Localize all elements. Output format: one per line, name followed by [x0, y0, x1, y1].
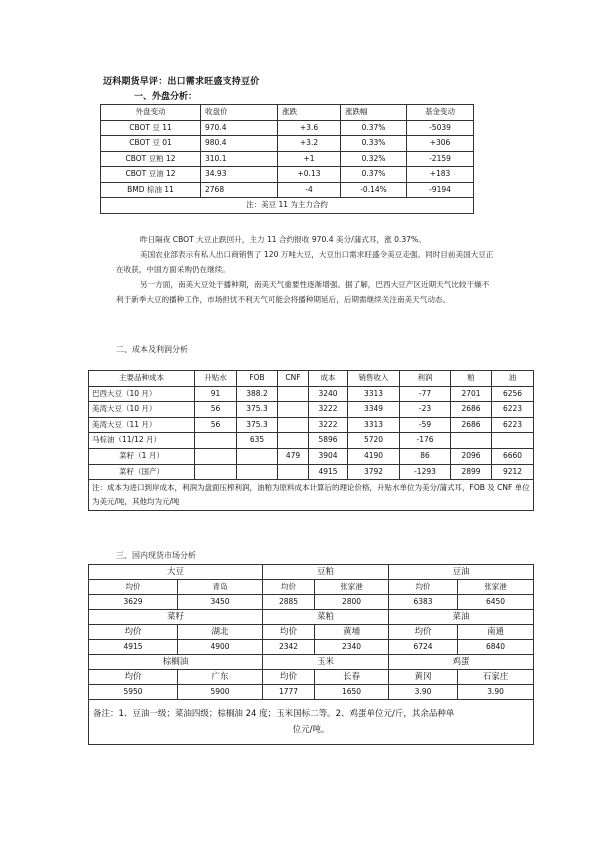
header-cell: 黄埔 [315, 625, 389, 640]
table-cell: 4190 [348, 448, 400, 464]
header-cell: 广东 [178, 670, 263, 685]
header-cell: 涨跌 [278, 105, 341, 121]
page-title: 迈科期货早评：出口需求旺盛支持豆价 [103, 77, 260, 87]
table-note: 注：美豆 11 为主力合约 [101, 198, 474, 214]
table-cell: 0.37% [341, 120, 407, 136]
header-cell: 石家庄 [458, 670, 534, 685]
table-cell: 6840 [458, 640, 534, 655]
table-cell: 3792 [348, 464, 400, 480]
table-cell: 0.37% [341, 167, 407, 183]
table-cell [195, 448, 237, 464]
table-cell: -0.14% [341, 182, 407, 198]
table-cell: 980.4 [201, 136, 278, 152]
table-cell: 巴西大豆（10 月） [89, 386, 195, 402]
header-cell: 均价 [263, 625, 315, 640]
table-note-row [89, 700, 534, 745]
table-cell: 34.93 [201, 167, 278, 183]
table-cell: 4915 [89, 640, 178, 655]
table-row [89, 386, 534, 402]
table-cell: 3313 [348, 386, 400, 402]
table-cell: 6256 [492, 386, 534, 402]
header-cell: 涨跌幅 [341, 105, 407, 121]
table-cell: 2701 [451, 386, 492, 402]
table-cell: 6223 [492, 402, 534, 418]
table-cell: 1650 [315, 685, 389, 700]
header-cell: 均价 [89, 625, 178, 640]
table-header-row [89, 371, 534, 387]
table-cell [278, 433, 309, 449]
table-cell: 2800 [315, 595, 389, 610]
table-cell: -9194 [407, 182, 474, 198]
table-cell: 6383 [389, 595, 458, 610]
header-cell: 粕 [451, 371, 492, 387]
table-cell: 6223 [492, 417, 534, 433]
commodity-name: 玉米 [263, 655, 389, 670]
table-cell: CBOT 豆 11 [101, 120, 201, 136]
table-cell: 3629 [89, 595, 178, 610]
table-cell: +1 [278, 151, 341, 167]
table-row [89, 402, 534, 418]
table-cell: 3.90 [458, 685, 534, 700]
table-cell: 375.3 [237, 402, 278, 418]
table-cell [195, 433, 237, 449]
header-cell: 均价 [389, 580, 458, 595]
commodity-name: 棕榈油 [89, 655, 263, 670]
table-cell: -2159 [407, 151, 474, 167]
table-cell: 6724 [389, 640, 458, 655]
table-cell: +0.13 [278, 167, 341, 183]
header-cell: 利润 [400, 371, 451, 387]
table-cell: 375.3 [237, 417, 278, 433]
commodity-name: 菜粕 [263, 610, 389, 625]
table-cell: 菜籽（1 月） [89, 448, 195, 464]
header-cell: 均价 [263, 580, 315, 595]
header-cell: 外盘变动 [101, 105, 201, 121]
table-group-header-row [89, 655, 534, 670]
header-cell: 成本 [309, 371, 348, 387]
table-cell: -1293 [400, 464, 451, 480]
table-row [101, 136, 474, 152]
header-cell: 主要品种成本 [89, 371, 195, 387]
table-cell: +3.2 [278, 136, 341, 152]
table-cell: 3240 [309, 386, 348, 402]
table-cell: 3450 [178, 595, 263, 610]
table-cell: -4 [278, 182, 341, 198]
table-row [89, 640, 534, 655]
table-cell: -176 [400, 433, 451, 449]
table-cell: 美湾大豆（11 月） [89, 417, 195, 433]
section-heading-cost: 二、成本及利润分析 [116, 345, 188, 354]
table-group-header-row [89, 610, 534, 625]
table-row [89, 448, 534, 464]
table-row [89, 685, 534, 700]
table-row [101, 120, 474, 136]
table-subheader-row [89, 670, 534, 685]
table-cell: 3904 [309, 448, 348, 464]
table-cell: 2885 [263, 595, 315, 610]
section-heading-external: 一、外盘分析： [134, 92, 198, 102]
table-cell: 3313 [348, 417, 400, 433]
table-cell: 86 [400, 448, 451, 464]
table-cell: 4915 [309, 464, 348, 480]
table-group-header-row [89, 565, 534, 580]
table-cell: CBOT 豆粕 12 [101, 151, 201, 167]
table-cell: 9212 [492, 464, 534, 480]
header-cell: 均价 [89, 670, 178, 685]
table-cell [237, 448, 278, 464]
table-cell [195, 464, 237, 480]
table-cell [237, 464, 278, 480]
table-row [101, 167, 474, 183]
header-cell: FOB [237, 371, 278, 387]
header-cell: 均价 [263, 670, 315, 685]
table-row [101, 182, 474, 198]
table-note: 注：成本为进口到岸成本，利润为盘面压榨利润，油粕为原料成本计算后的理论价格，升贴水单位为美分/蒲式耳，FOB 及 CNF 单位为美元/吨，其他均为元/吨 [89, 480, 534, 511]
table-cell: 310.1 [201, 151, 278, 167]
commodity-name: 鸡蛋 [389, 655, 534, 670]
table-cell: 2096 [451, 448, 492, 464]
table-cell: 4900 [178, 640, 263, 655]
table-header-row [101, 105, 474, 121]
table-cell [278, 386, 309, 402]
table-cell: 2899 [451, 464, 492, 480]
table-cell: 美湾大豆（10 月） [89, 402, 195, 418]
header-cell: 均价 [389, 625, 458, 640]
table-note-line: 位元/吨。 [292, 725, 330, 735]
table-note-line: 备注：1、豆油一级；菜油四级；棕榈油 24 度；玉米国标二等。2、鸡蛋单位元/斤，其余品种单 [93, 709, 455, 719]
table-note-row [101, 198, 474, 214]
header-cell: 南通 [458, 625, 534, 640]
header-cell: 长春 [315, 670, 389, 685]
commodity-name: 豆粕 [263, 565, 389, 580]
table-cell: CBOT 豆油 12 [101, 167, 201, 183]
table-cell: 菜籽（国产） [89, 464, 195, 480]
header-cell: 黄冈 [389, 670, 458, 685]
table-cell: 91 [195, 386, 237, 402]
table-cell: -77 [400, 386, 451, 402]
commodity-name: 大豆 [89, 565, 263, 580]
table-cell: 2686 [451, 417, 492, 433]
cost-profit-table [88, 370, 534, 511]
table-cell: CBOT 豆 01 [101, 136, 201, 152]
table-cell: 2342 [263, 640, 315, 655]
table-cell: 1777 [263, 685, 315, 700]
table-subheader-row [89, 625, 534, 640]
table-cell: -23 [400, 402, 451, 418]
table-cell: 马棕油（11/12 月） [89, 433, 195, 449]
table-cell: +183 [407, 167, 474, 183]
table-row [101, 151, 474, 167]
table-cell: 3222 [309, 402, 348, 418]
table-cell [278, 464, 309, 480]
table-cell: 635 [237, 433, 278, 449]
paragraph: 昨日隔夜 CBOT 大豆止跌回升，主力 11 合约报收 970.4 美分/蒲式耳，涨 0.37%。 [140, 235, 426, 244]
table-cell: -5039 [407, 120, 474, 136]
table-cell: 5950 [89, 685, 178, 700]
table-cell: +306 [407, 136, 474, 152]
table-cell: 388.2 [237, 386, 278, 402]
header-cell: 张家港 [315, 580, 389, 595]
table-cell: 2768 [201, 182, 278, 198]
paragraph: 美国农业部表示有私人出口商销售了 120 万吨大豆，大豆出口需求旺盛令美豆走强。同时目前美国大豆正在收获，中国方面采购仍在继续。 [116, 250, 494, 274]
external-market-table [100, 104, 474, 214]
table-cell: -59 [400, 417, 451, 433]
table-note [89, 700, 534, 745]
header-cell: 销售收入 [348, 371, 400, 387]
table-cell [451, 433, 492, 449]
table-cell: 3349 [348, 402, 400, 418]
table-cell: 5896 [309, 433, 348, 449]
table-cell [278, 417, 309, 433]
commodity-name: 豆油 [389, 565, 534, 580]
table-cell: BMD 棕油 11 [101, 182, 201, 198]
table-cell: 6450 [458, 595, 534, 610]
header-cell: CNF [278, 371, 309, 387]
header-cell: 均价 [89, 580, 178, 595]
commodity-name: 菜油 [389, 610, 534, 625]
table-cell: 56 [195, 417, 237, 433]
table-cell: 3.90 [389, 685, 458, 700]
table-cell: 5720 [348, 433, 400, 449]
paragraph: 另一方面，南美大豆处于播种期，南美天气重要性逐渐增强。据了解，巴西大豆产区近期天气比较干燥不利于新季大豆的播种工作，市场担忧不利天气可能会将播种期延后，后期需继续关注南美天气动态。 [116, 280, 490, 304]
table-cell: 2340 [315, 640, 389, 655]
table-cell: 0.32% [341, 151, 407, 167]
table-cell: +3.6 [278, 120, 341, 136]
table-row [89, 417, 534, 433]
header-cell: 油 [492, 371, 534, 387]
table-cell: 56 [195, 402, 237, 418]
header-cell: 张家港 [458, 580, 534, 595]
table-note-row [89, 480, 534, 511]
table-row [89, 433, 534, 449]
header-cell: 升贴水 [195, 371, 237, 387]
table-subheader-row [89, 580, 534, 595]
table-cell: 5900 [178, 685, 263, 700]
section-heading-domestic: 三、国内现货市场分析 [116, 551, 196, 560]
table-cell: 6660 [492, 448, 534, 464]
table-cell [492, 433, 534, 449]
table-cell: 479 [278, 448, 309, 464]
table-row [89, 464, 534, 480]
table-cell: 2686 [451, 402, 492, 418]
domestic-spot-table [88, 564, 534, 745]
table-cell: 970.4 [201, 120, 278, 136]
table-cell: 0.33% [341, 136, 407, 152]
header-cell: 湖北 [178, 625, 263, 640]
header-cell: 收盘价 [201, 105, 278, 121]
table-row [89, 595, 534, 610]
table-cell: 3222 [309, 417, 348, 433]
table-cell [278, 402, 309, 418]
commodity-name: 菜籽 [89, 610, 263, 625]
header-cell: 青岛 [178, 580, 263, 595]
header-cell: 基金变动 [407, 105, 474, 121]
